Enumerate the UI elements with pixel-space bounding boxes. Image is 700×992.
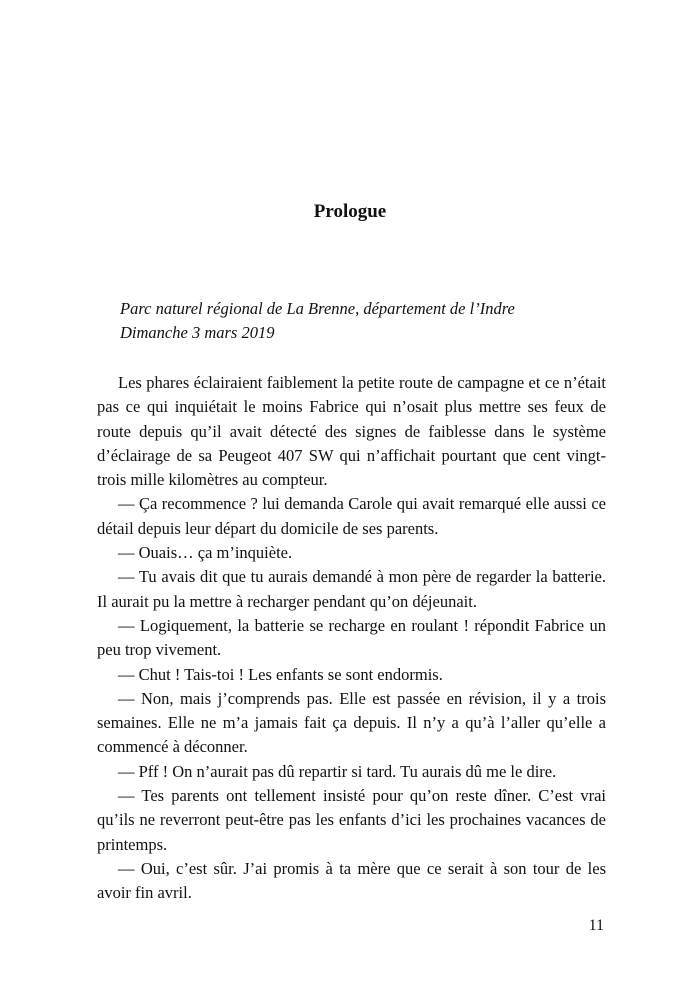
epigraph-date: Dimanche 3 mars 2019 (120, 323, 275, 342)
epigraph (120, 297, 600, 345)
paragraph: — Pff ! On n’aurait pas dû repartir si tard. Tu aurais dû me le dire. (118, 761, 557, 781)
paragraph: — Non, mais j’comprends pas. Elle est passée en révision, il y a trois semaines. Elle ne m’a jamais fait ça depuis. Il n’y a qu’à l’aller qu’elle a commencé à déconner. (97, 688, 606, 757)
paragraph: — Tu avais dit que tu aurais demandé à mon père de regarder la batterie. Il aurait pu la mettre à recharger pendant qu’on déjeunait. (97, 567, 606, 611)
paragraph: — Ouais… ça m’inquiète. (118, 543, 293, 563)
chapter-title: Prologue (313, 201, 387, 222)
paragraph: — Logiquement, la batterie se recharge en roulant ! répondit Fabrice un peu trop vivement. (97, 615, 606, 660)
page-number: 11 (588, 917, 604, 934)
paragraph: — Chut ! Tais-toi ! Les enfants se sont endormis. (118, 664, 443, 684)
body-text (97, 371, 606, 906)
paragraph: Les phares éclairaient faiblement la petite route de campagne et ce n’était pas ce qui inquiétait le moins Fabrice qui n’osait plus mettre ses feux de route depuis qu’il avait détecté des signes de faiblesse dans le système d’éclairage de sa Peugeot 407 SW qui n’affichait pourtant que cent vingt-trois mille kilomètres au compteur. (97, 373, 606, 490)
paragraph: — Tes parents ont tellement insisté pour qu’on reste dîner. C’est vrai qu’ils ne reverront peut-être pas les enfants d’ici les prochaines vacances de printemps. (97, 786, 606, 854)
paragraph: — Ça recommence ? lui demanda Carole qui avait remarqué elle aussi ce détail depuis leur départ du domicile de ses parents. (97, 494, 606, 538)
paragraph: — Oui, c’est sûr. J’ai promis à ta mère que ce serait à son tour de les avoir fin avril. (97, 858, 606, 903)
epigraph-location: Parc naturel régional de La Brenne, département de l’Indre (120, 299, 515, 318)
